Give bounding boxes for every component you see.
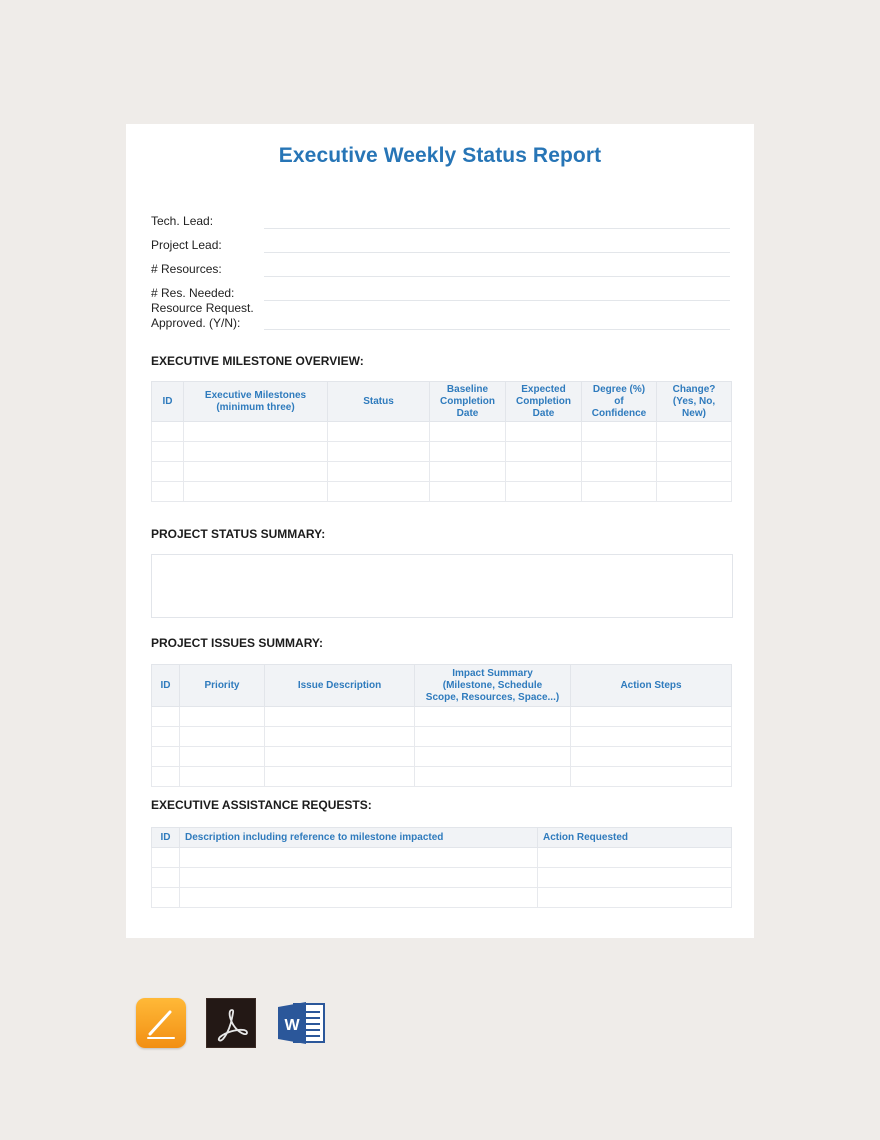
status-summary-heading: PROJECT STATUS SUMMARY: [151, 527, 326, 541]
field-resource-request: Resource Request. [151, 301, 254, 315]
col-description: Description including reference to milestone impacted [180, 828, 538, 848]
pages-icon[interactable] [136, 998, 186, 1048]
table-row[interactable] [152, 747, 732, 767]
col-id: ID [152, 382, 184, 422]
col-confidence: Degree (%) of Confidence [582, 382, 657, 422]
table-row[interactable] [152, 707, 732, 727]
assistance-header-row [152, 828, 732, 848]
resources-line[interactable] [264, 276, 730, 277]
pdf-icon[interactable] [206, 998, 256, 1048]
res-needed-line[interactable] [264, 300, 730, 301]
col-priority: Priority [180, 665, 265, 707]
table-row[interactable] [152, 422, 732, 442]
milestones-header-row [152, 382, 732, 422]
report-title: Executive Weekly Status Report [278, 144, 602, 167]
issues-header-row [152, 665, 732, 707]
report-page [126, 124, 754, 938]
col-milestones: Executive Milestones (minimum three) [184, 382, 328, 422]
approved-line[interactable] [264, 329, 730, 330]
field-project-lead: Project Lead: [151, 238, 222, 252]
field-res-needed: # Res. Needed: [151, 286, 235, 300]
milestones-heading: EXECUTIVE MILESTONE OVERVIEW: [151, 354, 364, 368]
table-row[interactable] [152, 482, 732, 502]
field-tech-lead: Tech. Lead: [151, 214, 214, 228]
project-lead-line[interactable] [264, 252, 730, 253]
issues-table [151, 664, 732, 787]
field-approved: Approved. (Y/N): [151, 316, 241, 330]
col-issue-description: Issue Description [265, 665, 415, 707]
svg-text:W: W [284, 1017, 300, 1034]
issues-heading: PROJECT ISSUES SUMMARY: [151, 636, 324, 650]
col-id: ID [152, 828, 180, 848]
table-row[interactable] [152, 767, 732, 787]
table-row[interactable] [152, 868, 732, 888]
table-row[interactable] [152, 848, 732, 868]
col-action-requested: Action Requested [538, 828, 732, 848]
col-expected-date: Expected Completion Date [506, 382, 582, 422]
status-summary-box[interactable] [151, 554, 733, 618]
table-row[interactable] [152, 888, 732, 908]
col-baseline-date: Baseline Completion Date [430, 382, 506, 422]
word-icon[interactable] [276, 998, 328, 1048]
format-icons [136, 998, 328, 1048]
tech-lead-line[interactable] [264, 228, 730, 229]
col-action-steps: Action Steps [571, 665, 732, 707]
milestones-table [151, 381, 732, 502]
assistance-heading: EXECUTIVE ASSISTANCE REQUESTS: [151, 798, 372, 812]
col-change: Change? (Yes, No, New) [657, 382, 732, 422]
table-row[interactable] [152, 462, 732, 482]
col-impact-summary: Impact Summary (Milestone, Schedule Scope, Resources, Space...) [415, 665, 571, 707]
field-resources: # Resources: [151, 262, 222, 276]
col-status: Status [328, 382, 430, 422]
table-row[interactable] [152, 442, 732, 462]
table-row[interactable] [152, 727, 732, 747]
col-id: ID [152, 665, 180, 707]
assistance-table [151, 827, 732, 908]
